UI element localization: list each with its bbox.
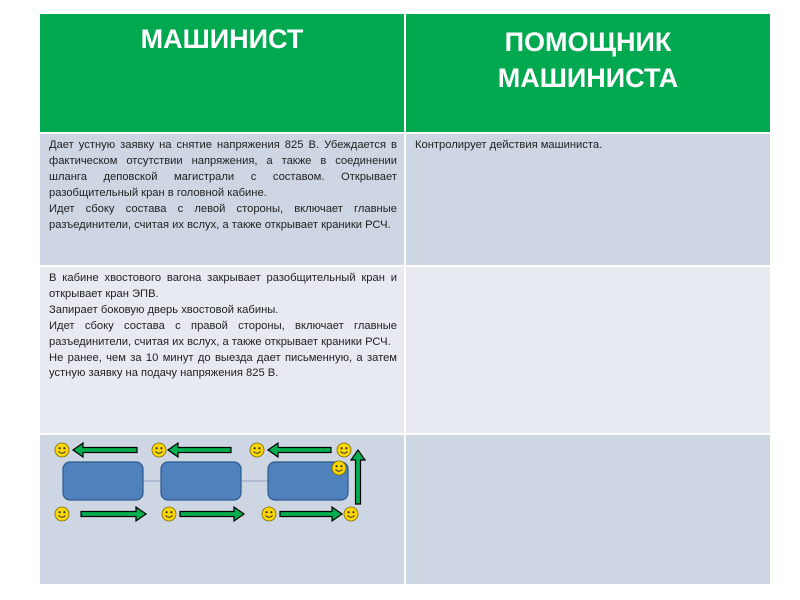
smiley-face-icon bbox=[262, 507, 276, 521]
arrow-right-icon bbox=[180, 507, 244, 521]
arrow-left-icon bbox=[268, 443, 331, 457]
row3-assistant-cell bbox=[406, 435, 770, 584]
procedure-table bbox=[40, 14, 770, 584]
row1-machinist-cell bbox=[40, 134, 404, 265]
header-machinist: МАШИНИСТ bbox=[40, 14, 404, 132]
smiley-face-icon bbox=[152, 443, 166, 457]
wagon-1 bbox=[63, 462, 143, 500]
row1-machinist-text-1: Дает устную заявку на снятие напряжения 825 В. Убеждается в фактическом отсутствии напряжения, а также в соединении шланга деповской магистрали с составом. Открывает разобщительный кран в головной кабине. bbox=[49, 139, 397, 199]
smiley-face-icon bbox=[250, 443, 264, 457]
row2-machinist-text-2: Запирает боковую дверь хвостовой кабины. bbox=[49, 303, 279, 316]
arrow-right-icon bbox=[280, 507, 342, 521]
smiley-face-icon bbox=[344, 507, 358, 521]
row2-machinist-text-3: Идет сбоку состава с правой стороны, включает главные разъединители, считая их вслух, а также открывает краники РСЧ. bbox=[49, 319, 397, 348]
arrow-right-icon bbox=[81, 507, 146, 521]
row1-assistant-cell bbox=[406, 134, 770, 265]
smiley-face-icon bbox=[162, 507, 176, 521]
row2-assistant-cell bbox=[406, 267, 770, 433]
smiley-face-icon bbox=[337, 443, 351, 457]
wagon-2 bbox=[161, 462, 241, 500]
row1-machinist-text-2: Идет сбоку состава с левой стороны, включает главные разъединители, считая их вслух, а также открывает краники РСЧ. bbox=[49, 202, 397, 231]
row2-machinist-cell bbox=[40, 267, 404, 433]
header-assistant-line2: МАШИНИСТА bbox=[497, 63, 679, 94]
smiley-face-icon bbox=[55, 507, 69, 521]
header-assistant bbox=[406, 14, 770, 132]
smiley-face-icon bbox=[55, 443, 69, 457]
row3-diagram-cell bbox=[40, 435, 404, 584]
arrow-left-icon bbox=[73, 443, 137, 457]
smiley-face-icon bbox=[332, 461, 346, 475]
row2-machinist-text-4: Не ранее, чем за 10 минут до выезда дает письменную, а затем устную заявку на подачу напряжения 825 В. bbox=[49, 351, 397, 380]
arrow-up-icon bbox=[351, 450, 365, 504]
arrow-left-icon bbox=[168, 443, 231, 457]
row1-assistant-text: Контролирует действия машиниста. bbox=[415, 139, 603, 151]
header-assistant-line1: ПОМОЩНИК bbox=[504, 27, 672, 57]
row2-machinist-text-1: В кабине хвостового вагона закрывает разобщительный кран и открывает кран ЭПВ. bbox=[49, 272, 397, 300]
train-diagram bbox=[40, 435, 404, 584]
